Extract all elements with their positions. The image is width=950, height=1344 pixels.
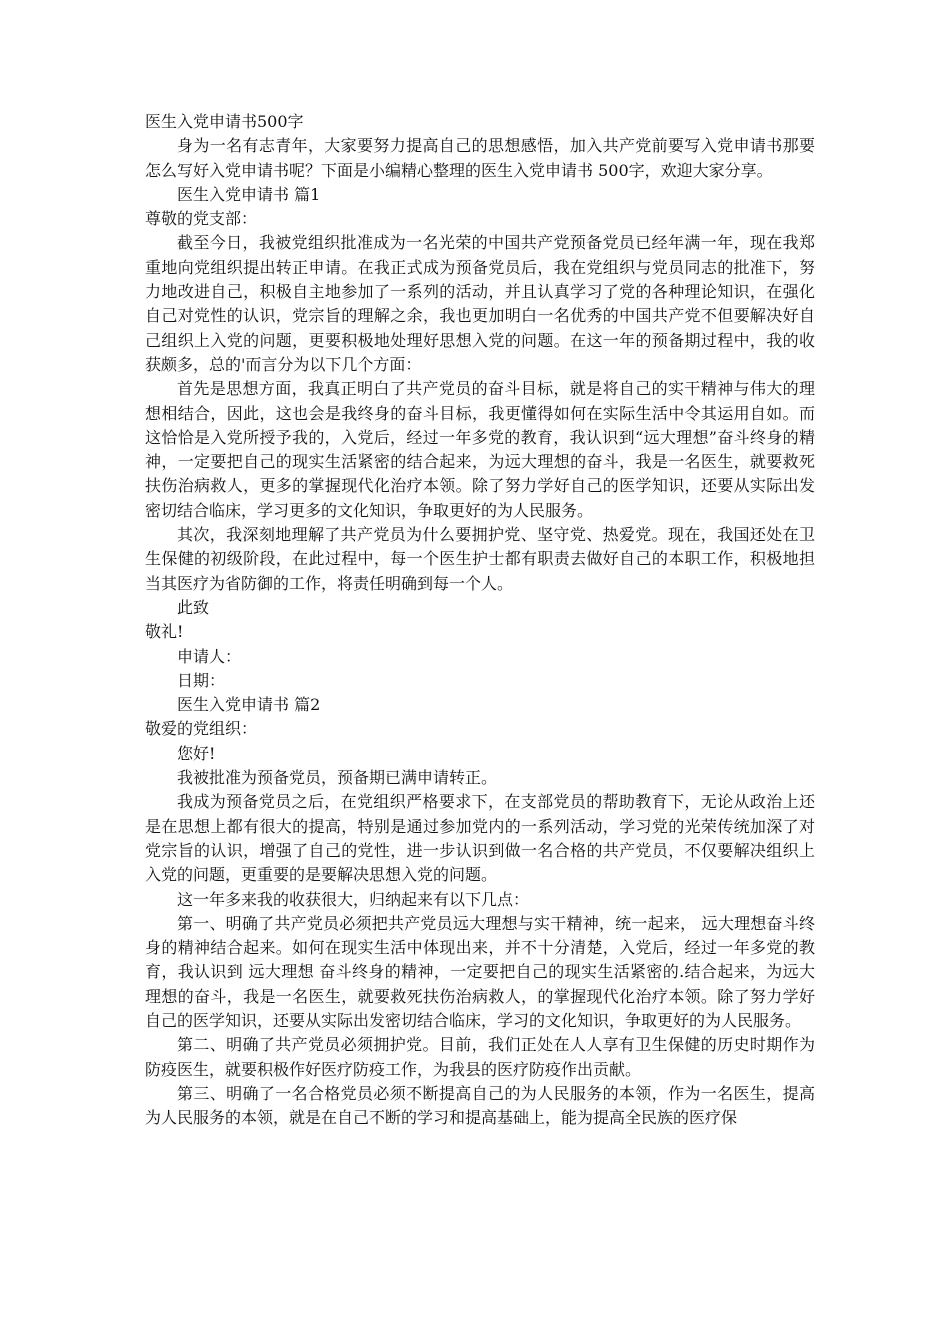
section1-paragraph: 截至今日，我被党组织批准成为一名光荣的中国共产党预备党员已经年满一年，现在我郑重地向党组织提出转正申请。在我正式成为预备党员后，我在党组织与党员同志的批准下，努力地改进自己，积极自主地参加了一系列的活动，并且认真学习了党的各种理论知识，在强化自己对党性的认识，党宗旨的理解之余，我也更加明白一名优秀的中国共产党不但要解决好自己组织上入党的问题，更要积极地处理好思想入党的问题。在这一年的预备期过程中，我的收获颇多，总的'而言分为以下几个方面： [145,233,815,374]
section2-paragraph: 这一年多来我的收获很大，归纳起来有以下几点： [177,889,530,909]
section1-regards: 敬礼! [145,622,184,642]
section1-paragraph: 首先是思想方面，我真正明白了共产党员的奋斗目标，就是将自己的实干精神与伟大的理想相结合，因此，这也会是我终身的奋斗目标，我更懂得如何在实际生活中令其运用自如。而这恰恰是入党所授予我的，入党后，经过一年多党的教育，我认识到“远大理想”奋斗终身的精神，一定要把自己的现实生活紧密的结合起来，为远大理想的奋斗，我是一名医生，就要救死扶伤治病救人，更多的掌握现代化治疗本领。除了努力学好自己的医学知识，还要从实际出发密切结合临床，学习更多的文化知识，争取更好的为人民服务。 [145,379,815,520]
section2-paragraph: 我被批准为预备党员，预备期已满申请转正。 [177,768,498,788]
section2-paragraph: 第三、明确了一名合格党员必须不断提高自己的为人民服务的本领，作为一名医生，提高为人民服务的本领，就是在自己不断的学习和提高基础上，能为提高全民族的医疗保 [145,1083,815,1128]
section1-date: 日期： [177,670,226,690]
document-page [145,110,815,1130]
intro-paragraph: 身为一名有志青年，大家要努力提高自己的思想感悟，加入共产党前要写入党申请书那要怎么写好入党申请书呢？下面是小编精心整理的医生入党申请书 500字，欢迎大家分享。 [145,136,815,180]
section2-paragraph: 第二、明确了共产党员必须拥护党。目前，我们正处在人人享有卫生保健的历史时期作为防疫医生，就要积极作好医疗防疫工作，为我县的医疗防疫作出贡献。 [145,1035,815,1079]
section2-salutation: 敬爱的党组织： [145,719,258,739]
section1-salutation: 尊敬的党支部： [145,209,258,229]
section1-heading: 医生入党申请书 篇1 [177,184,321,204]
section1-applicant: 申请人： [177,646,242,666]
section2-paragraph: 第一、明确了共产党员必须把共产党员远大理想与实干精神，统一起来， 远大理想奋斗终身的精神结合起来。如何在现实生活中体现出来，并不十分清楚，入党后，经过一年多党的教育，我认识到 远大理想 奋斗终身的精神，一定要把自己的现实生活紧密的.结合起来，为远大理想的奋斗，我是一名医生，就要救死扶伤治病救人，的掌握现代化治疗本领。除了努力学好自己的医学知识，还要从实际出发密切结合临床，学习的文化知识，争取更好的为人民服务。 [145,913,815,1030]
section2-paragraph: 我成为预备党员之后，在党组织严格要求下，在支部党员的帮助教育下，无论从政治上还是在思想上都有很大的提高，特别是通过参加党内的一系列活动，学习党的光荣传统加深了对党宗旨的认识，增强了自己的党性，进一步认识到做一名合格的共产党员，不仅要解决组织上入党的问题，更重要的是要解决思想入党的问题。 [145,792,815,885]
section1-paragraph: 其次，我深刻地理解了共产党员为什么要拥护党、坚守党、热爱党。现在，我国还处在卫生保健的初级阶段，在此过程中，每一个医生护士都有职责去做好自己的本职工作，积极地担当其医疗为省防御的工作，将责任明确到每一个人。 [145,525,815,593]
section1-closing: 此致 [177,597,210,617]
document-title: 医生入党申请书500字 [145,112,304,131]
section2-greeting: 您好! [177,743,216,763]
section2-heading: 医生入党申请书 篇2 [177,695,321,715]
